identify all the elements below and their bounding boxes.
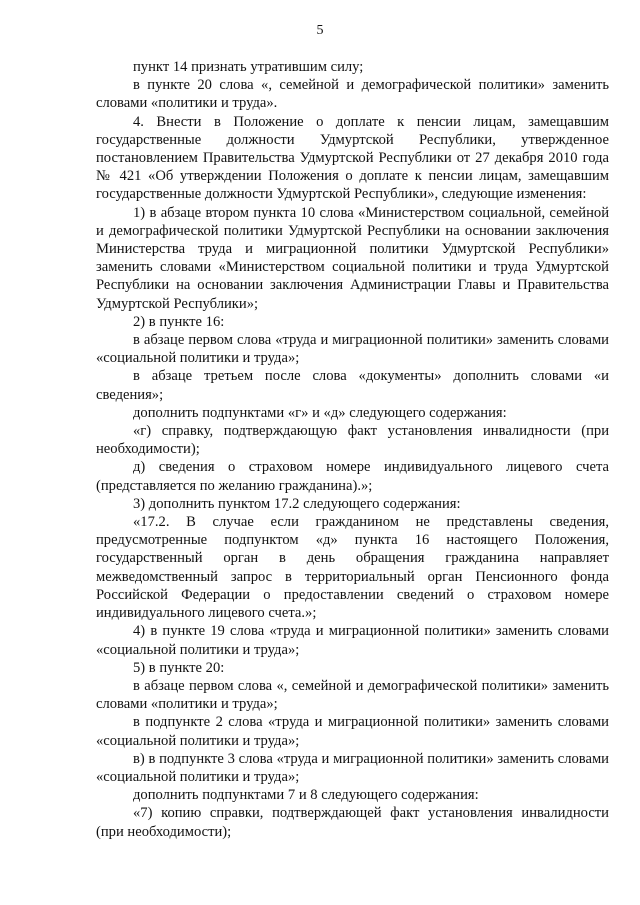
paragraph-8: дополнить подпунктами «г» и «д» следующего содержания: <box>133 404 507 421</box>
paragraph-7: в абзаце третьем после слова «документы» дополнить словами «и сведения»; <box>96 368 609 403</box>
paragraph-9: «г) справку, подтверждающую факт установления инвалидности (при необходимости); <box>96 423 609 458</box>
page-number: 5 <box>316 23 324 38</box>
paragraph-6: в абзаце первом слова «труда и миграционной политики» заменить словами «социальной политики и труда»; <box>96 332 609 367</box>
paragraph-3: 4. Внести в Положение о доплате к пенсии лицам, замещавшим государственные должности Удмуртской Республики, утвержденное постановлением Правительства Удмуртской Республики от 27 декабря 2010 года № 421 «Об утверждении Положения о доплате к пенсии лицам, замещавшим государственные должности Удмуртской Республики», следующие изменения: <box>96 113 609 203</box>
paragraph-14: 5) в пункте 20: <box>133 659 225 676</box>
paragraph-17: в) в подпункте 3 слова «труда и миграционной политики» заменить словами «социальной политики и труда»; <box>96 750 609 785</box>
paragraph-10: д) сведения о страховом номере индивидуального лицевого счета (представляется по желанию гражданина).»; <box>96 459 609 494</box>
paragraph-12: «17.2. В случае если гражданином не представлены сведения, предусмотренные подпунктом «д» пункта 16 настоящего Положения, государственный орган в день обращения гражданина направляет межведомственный запрос в территориальный орган Пенсионного фонда Российской Федерации о предоставлении сведений о страховом номере индивидуального лицевого счета.»; <box>96 514 609 622</box>
paragraph-2: в пункте 20 слова «, семейной и демографической политики» заменить словами «политики и труда». <box>96 77 609 112</box>
paragraph-4: 1) в абзаце втором пункта 10 слова «Министерством социальной, семейной и демографической политики Удмуртской Республики на основании заключения Министерства труда и миграционной политики Удмуртской Республики» заменить словами «Министерством социальной политики и труда Удмуртской Республики на основании заключения Администрации Главы и Правительства Удмуртской Республики»; <box>96 204 609 312</box>
paragraph-1: пункт 14 признать утратившим силу; <box>133 59 364 75</box>
document-body <box>96 58 609 841</box>
paragraph-19: «7) копию справки, подтверждающей факт установления инвалидности (при необходимости); <box>96 805 609 840</box>
paragraph-13: 4) в пункте 19 слова «труда и миграционной политики» заменить словами «социальной политики и труда»; <box>96 623 609 658</box>
paragraph-15: в абзаце первом слова «, семейной и демографической политики» заменить словами «политики и труда»; <box>96 677 609 713</box>
paragraph-5: 2) в пункте 16: <box>133 313 225 330</box>
paragraph-11: 3) дополнить пунктом 17.2 следующего содержания: <box>133 495 461 512</box>
paragraph-18: дополнить подпунктами 7 и 8 следующего содержания: <box>133 787 479 804</box>
paragraph-16: в подпункте 2 слова «труда и миграционной политики» заменить словами «социальной политики и труда»; <box>96 714 609 749</box>
